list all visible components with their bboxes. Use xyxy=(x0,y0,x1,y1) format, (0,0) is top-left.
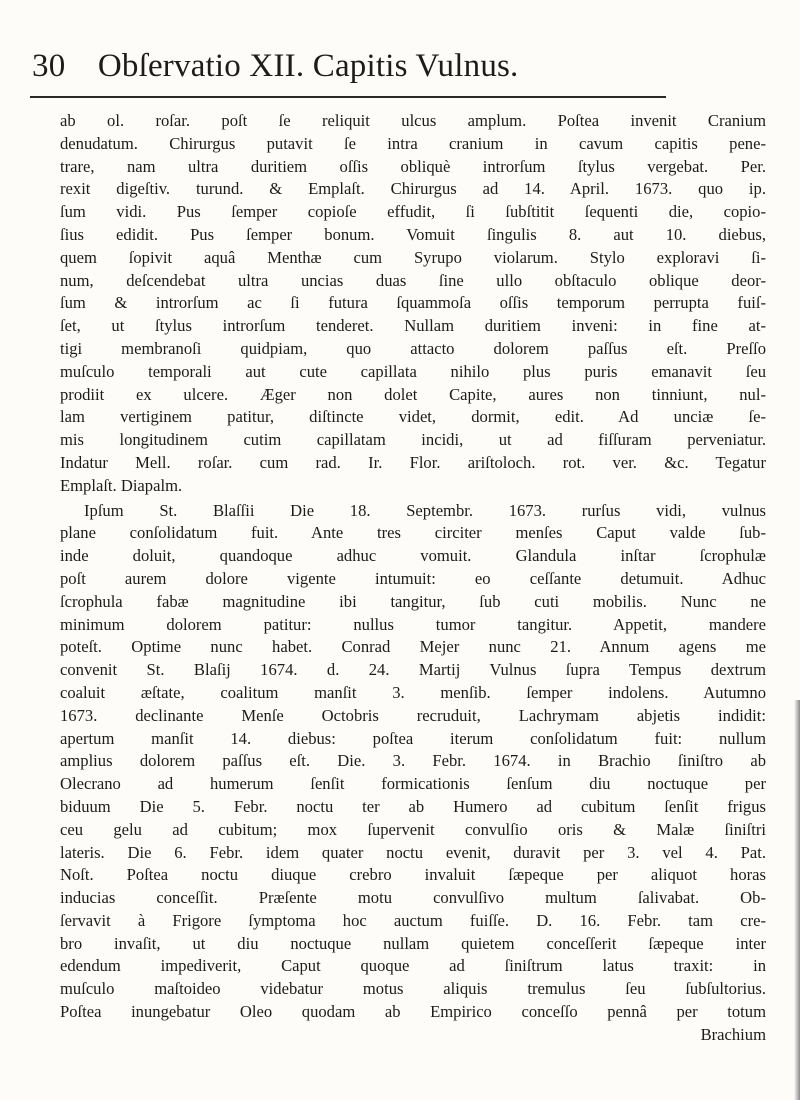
text-line: lateris. Die 6. Febr. idem quater noctu evenit, duravit per 3. vel 4. Pat. xyxy=(60,842,766,862)
text-line: Poſtea inungebatur Oleo quodam ab Empirico conceſſo pennâ per totum xyxy=(60,1002,766,1022)
text-line: prodiit ex ulcere. Æger non dolet Capite, aures non tinniunt, nul- xyxy=(60,384,766,404)
text-line: rexit digeſtiv. turund. & Emplaſt. Chirurgus ad 14. April. 1673. quo ip. xyxy=(60,179,766,199)
text-line: ceu gelu ad cubitum; mox ſupervenit convulſio oris & Malæ ſiniſtri xyxy=(60,819,766,839)
text-line: ſcrophula fabæ magnitudine ibi tangitur, ſub cuti mobilis. Nunc ne xyxy=(60,591,766,611)
text-line: apertum manſit 14. diebus: poſtea iterum conſolidatum fuit: nullum xyxy=(60,728,766,748)
text-line: num, deſcendebat ultra uncias duas ſine ullo obſtaculo oblique deor- xyxy=(60,270,766,290)
text-line: ſius edidit. Pus ſemper bonum. Vomuit ſingulis 8. aut 10. diebus, xyxy=(60,224,766,244)
text-line: ſum & introrſum ac ſi futura ſquammoſa oſſis temporum perrupta fuiſ- xyxy=(60,293,766,313)
text-line: poſt aurem dolore vigente intumuit: eo ceſſante detumuit. Adhuc xyxy=(60,568,766,588)
text-line: quem ſopivit aquâ Menthæ cum Syrupo violarum. Stylo exploravi ſi- xyxy=(60,247,766,267)
header-rule xyxy=(30,96,666,98)
body-text xyxy=(60,110,766,1047)
text-line: muſculo temporali aut cute capillata nihilo plus puris emanavit ſeu xyxy=(60,361,766,381)
text-line: tigi membranoſi quidpiam, quo attacto dolorem paſſus eſt. Preſſo xyxy=(60,338,766,358)
text-line: edendum impediverit, Caput quoque ad ſiniſtrum latus traxit: in xyxy=(60,956,766,976)
text-line: ab ol. roſar. poſt ſe reliquit ulcus amplum. Poſtea invenit Cranium xyxy=(60,111,766,130)
page-header xyxy=(32,44,662,88)
text-line: bro invaſit, ut diu noctuque nullam quietem conceſſerit ſæpeque inter xyxy=(60,933,766,953)
text-line: Ipſum St. Blaſſii Die 18. Septembr. 1673. rurſus vidi, vulnus xyxy=(84,500,766,520)
page-edge-shadow xyxy=(794,700,800,1100)
text-line: ſervavit à Frigore ſymptoma hoc auctum fuiſſe. D. 16. Febr. tam cre- xyxy=(60,910,766,930)
text-line: inde doluit, quandoque adhuc vomuit. Glandula inſtar ſcrophulæ xyxy=(60,546,766,566)
text-line: muſculo maſtoideo videbatur motus aliquis tremulus ſeu ſubſultorius. xyxy=(60,979,766,999)
text-line: Olecrano ad humerum ſenſit formicationis ſenſum diu noctuque per xyxy=(60,774,766,794)
text-line: convenit St. Blaſij 1674. d. 24. Martij Vulnus ſupra Tempus dextrum xyxy=(60,660,766,680)
running-title: Obſervatio XII. Capitis Vulnus. xyxy=(97,48,519,84)
text-line: 1673. declinante Menſe Octobris recruduit, Lachrymam abjetis indidit: xyxy=(60,705,766,725)
text-line: minimum dolorem patitur: nullus tumor tangitur. Appetit, mandere xyxy=(60,614,766,634)
catchword: Brachium xyxy=(700,1024,766,1044)
text-line: inducias conceſſit. Præſente motu convulſivo multum ſalivabat. Ob- xyxy=(60,888,766,908)
text-line: Noſt. Poſtea noctu diuque crebro invaluit ſæpeque per aliquot horas xyxy=(60,865,766,885)
text-line: trare, nam ultra duritiem oſſis obliquè introrſum ſtylus vergebat. Per. xyxy=(60,156,766,176)
text-line: Emplaſt. Diapalm. xyxy=(60,475,183,495)
text-line: plane conſolidatum fuit. Ante tres circiter menſes Caput valde ſub- xyxy=(60,523,766,543)
text-line: denudatum. Chirurgus putavit ſe intra cranium in cavum capitis pene- xyxy=(60,133,766,153)
text-line: Indatur Mell. roſar. cum rad. Ir. Flor. ariſtoloch. rot. ver. &c. Tegatur xyxy=(60,452,766,472)
text-line: ſet, ut ſtylus introrſum tenderet. Nullam duritiem inveni: in fine at- xyxy=(60,316,766,336)
text-line: poteſt. Optime nunc habet. Conrad Mejer nunc 21. Annum agens me xyxy=(60,637,766,657)
page-number: 30 xyxy=(32,48,66,84)
text-line: lam vertiginem patitur, diſtincte videt, dormit, edit. Ad unciæ ſe- xyxy=(60,407,766,427)
text-line: ſum vidi. Pus ſemper copioſe effudit, ſi ſubſtitit ſequenti die, copio- xyxy=(60,202,766,222)
text-line: coaluit æſtate, coalitum manſit 3. menſib. ſemper indolens. Autumno xyxy=(60,682,766,702)
text-line: amplius dolorem paſſus eſt. Die. 3. Febr. 1674. in Brachio ſiniſtro ab xyxy=(60,751,766,771)
text-line: mis longitudinem cutim capillatam incidi, ut ad fiſſuram perveniatur. xyxy=(60,430,766,450)
text-line: biduum Die 5. Febr. noctu ter ab Humero ad cubitum ſenſit frigus xyxy=(60,796,766,816)
